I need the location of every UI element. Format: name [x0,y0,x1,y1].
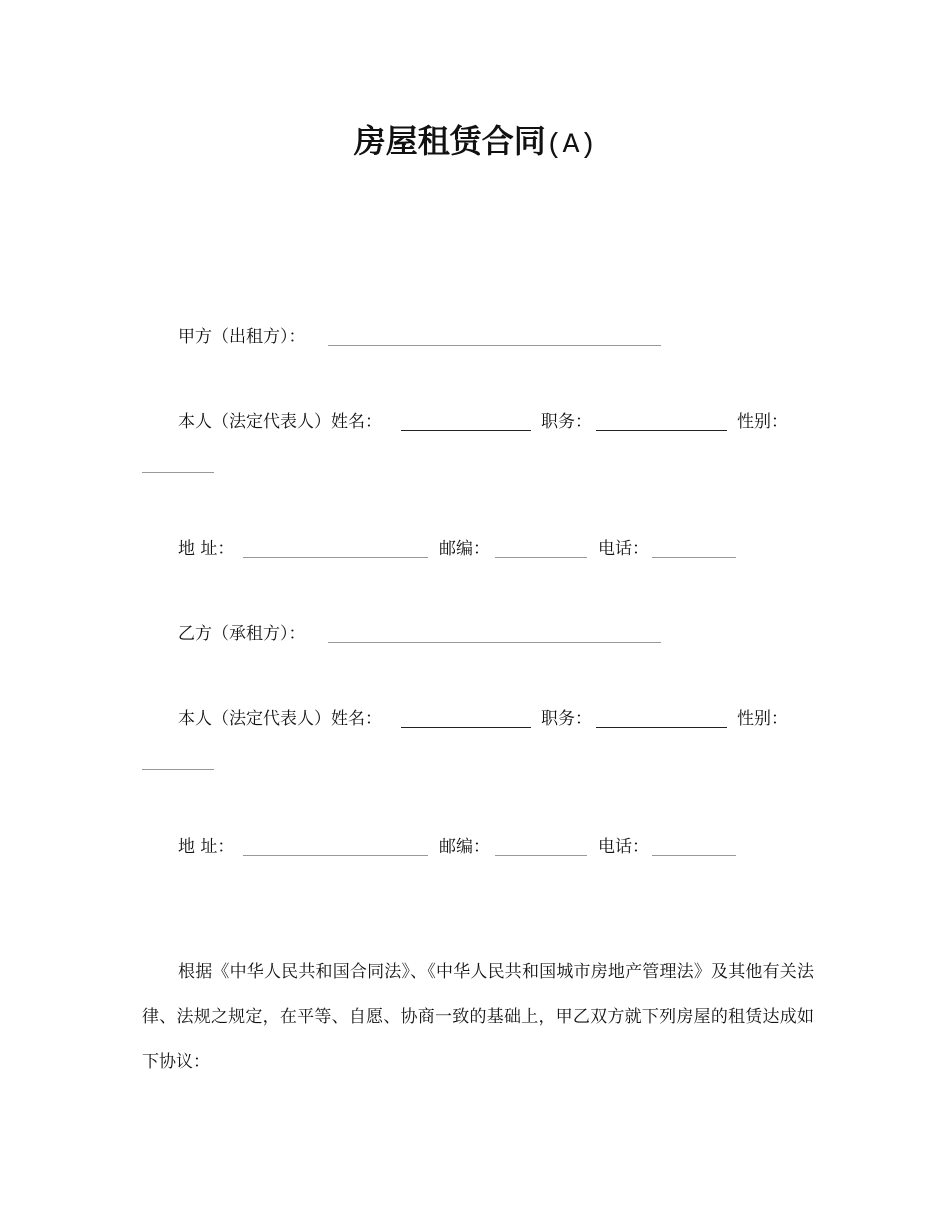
party-a-rep-label: 本人（法定代表人）姓名： [178,412,382,432]
party-a-phone-field[interactable] [652,557,736,558]
party-a-rep-name-field[interactable] [401,430,531,431]
party-a-phone-label: 电话： [598,539,649,559]
party-b-gender-label: 性别： [737,709,788,729]
party-b-address-label: 地 址： [178,837,235,857]
party-b-postcode-label: 邮编： [439,837,490,857]
party-a-address-field[interactable] [243,557,428,558]
preamble-paragraph: 根据《中华人民共和国合同法》、《中华人民共和国城市房地产管理法》及其他有关法律、法规之规定，在平等、自愿、协商一致的基础上，甲乙双方就下列房屋的租赁达成如下协议： [142,962,814,1072]
title-suffix: (A) [545,130,597,161]
party-b-phone-field[interactable] [652,855,736,856]
party-a-gender-label: 性别： [737,412,788,432]
party-a-address-label: 地 址： [178,539,235,559]
party-b-address-field[interactable] [243,855,428,856]
title-text: 房屋租赁合同 [353,122,546,160]
party-a-position-label: 职务： [541,412,592,432]
party-a-label: 甲方（出租方）： [178,327,306,347]
party-a-gender-field[interactable] [142,472,214,473]
party-b-phone-label: 电话： [598,837,649,857]
party-b-position-field[interactable] [596,727,727,728]
party-b-position-label: 职务： [541,709,592,729]
party-b-postcode-field[interactable] [495,855,587,856]
party-a-position-field[interactable] [596,430,727,431]
party-a-name-field[interactable] [328,345,661,346]
party-b-label: 乙方（承租方）： [178,624,306,644]
party-b-rep-label: 本人（法定代表人）姓名： [178,709,382,729]
party-b-name-field[interactable] [328,642,661,643]
party-a-postcode-field[interactable] [495,557,587,558]
party-b-gender-field[interactable] [142,769,214,770]
document-title [0,116,950,162]
party-a-postcode-label: 邮编： [439,539,490,559]
party-b-rep-name-field[interactable] [401,727,531,728]
